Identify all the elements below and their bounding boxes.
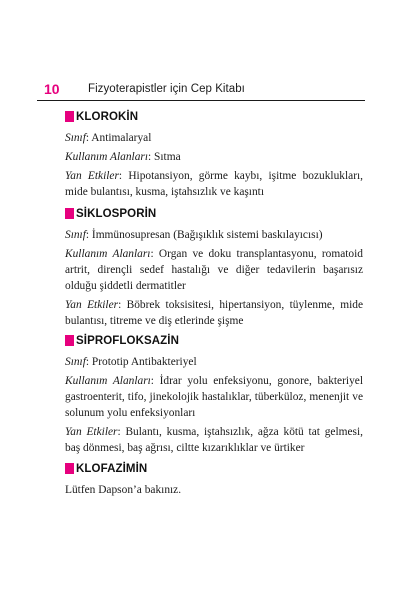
term-text: : Hipotansiyon, görme kaybı, işitme bozuklukları, mide bulantısı, kusma, iştahsızlık ve kaşıntı [65, 170, 363, 198]
usage-areas [65, 246, 363, 294]
section-title: KLOFAZİMİN [76, 462, 148, 475]
section-heading [65, 108, 363, 125]
drug-class [65, 354, 363, 370]
header-rule [37, 100, 365, 101]
term-text: : Organ ve doku transplantasyonu, romatoid artrit, dirençli sedef hastalığı ve diğer tedavilerin başarısız olduğu şiddetli dermatitler [65, 248, 363, 292]
term-label: Sınıf [65, 132, 86, 144]
heading-bullet-icon [65, 208, 74, 219]
section-siprofloksazin [65, 332, 363, 456]
section-title: SİPROFLOKSAZİN [76, 334, 179, 347]
page-content [65, 108, 363, 501]
term-text: : İdrar yolu enfeksiyonu, gonore, bakteriyel gastroenterit, tifo, jinekolojik hastalıklar, tüberküloz, menenjit ve solunum yolu enfeksiyonları [65, 375, 363, 419]
section-klorokin [65, 108, 363, 200]
page-number: 10 [44, 81, 60, 97]
section-klofazimin [65, 460, 363, 498]
cross-reference [65, 482, 363, 498]
term-text: : İmmünosupresan (Bağışıklık sistemi baskılayıcısı) [85, 229, 323, 241]
term-label: Yan Etkiler [65, 299, 119, 311]
term-text: : Bulantı, kusma, iştahsızlık, ağza kötü tat gelmesi, baş dönmesi, baş ağrısı, ciltte kızarıklıklar ve ürtiker [65, 426, 363, 454]
term-label: Kullanım Alanları [65, 151, 149, 163]
usage-areas [65, 149, 363, 165]
usage-areas [65, 373, 363, 421]
side-effects [65, 424, 363, 456]
term-text: : Prototip Antibakteriyel [85, 356, 197, 368]
section-heading [65, 205, 363, 222]
running-title: Fizyoterapistler için Cep Kitabı [88, 83, 245, 95]
section-siklosporin [65, 205, 363, 329]
term-label: Kullanım Alanları [65, 248, 151, 260]
term-text: : Böbrek toksisitesi, hipertansiyon, tüylenme, mide bulantısı, titreme ve diş etlerinde şişme [65, 299, 363, 327]
drug-class [65, 130, 363, 146]
section-heading [65, 332, 363, 349]
section-title: SİKLOSPORİN [76, 207, 157, 220]
term-label: Yan Etkiler [65, 170, 119, 182]
term-label: Sınıf [65, 229, 86, 241]
section-title: KLOROKİN [76, 110, 139, 123]
heading-bullet-icon [65, 335, 74, 346]
section-heading [65, 460, 363, 477]
term-label: Sınıf [65, 356, 86, 368]
page-header [0, 0, 401, 112]
side-effects [65, 168, 363, 200]
heading-bullet-icon [65, 463, 74, 474]
term-label: Kullanım Alanları [65, 375, 151, 387]
side-effects [65, 297, 363, 329]
heading-bullet-icon [65, 111, 74, 122]
term-text: : Antimalaryal [85, 132, 152, 144]
term-label: Yan Etkiler [65, 426, 118, 438]
reference-text: Lütfen Dapson’a bakınız. [65, 484, 182, 496]
term-text: : Sıtma [148, 151, 181, 163]
drug-class [65, 227, 363, 243]
